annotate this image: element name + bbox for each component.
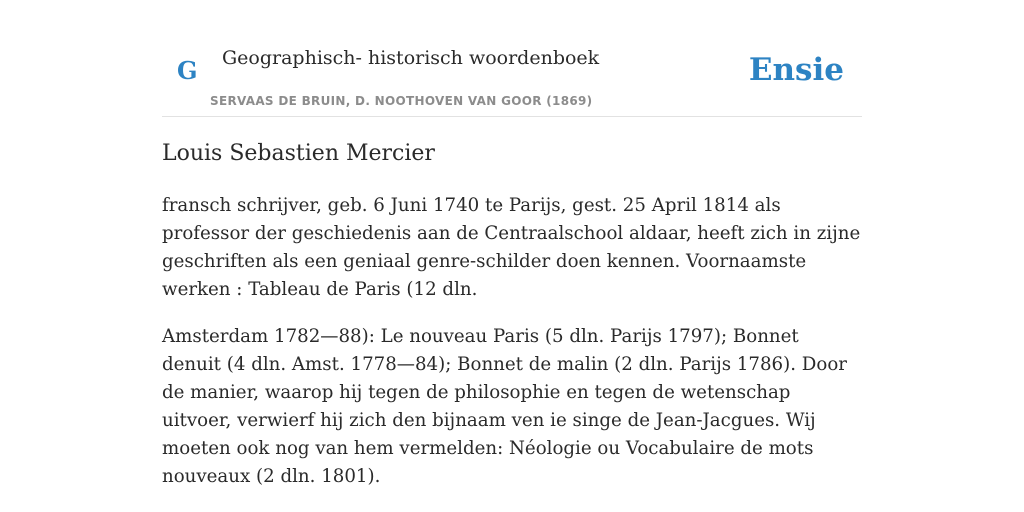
brand-logo[interactable]: Ensie [748, 52, 844, 88]
book-title-link[interactable]: Geographisch- historisch woordenboek [222, 47, 600, 69]
book-logo-icon[interactable]: G [177, 56, 198, 85]
book-author: SERVAAS DE BRUIN, D. NOOTHOVEN VAN GOOR (1869) [210, 94, 593, 108]
entry-paragraph-2: Amsterdam 1782—88): Le nouveau Paris (5 dln. Parijs 1797); Bonnet denuit (4 dln. Amst. 1778—84); Bonnet de malin (2 dln. Parijs 1786). Door de manier, waarop hij tegen de philosophie en tegen de wetenschap uitvoer, verwierf hij zich den bijnaam ven ie singe de Jean-Jacgues. Wij moeten ook nog van hem vermelden: Néologie ou Vocabulaire de mots nouveaux (2 dln. 1801). [162, 326, 847, 487]
entry-paragraph-1: fransch schrijver, geb. 6 Juni 1740 te Parijs, gest. 25 April 1814 als professor der geschiedenis aan de Centraalschool aldaar, heeft zich in zijne geschriften als een geniaal genre-schilder doen kennen. Voornaamste werken : Tableau de Paris (12 dln. [162, 195, 861, 300]
page-header [162, 0, 862, 117]
page-container [162, 0, 862, 487]
entry-title: Louis Sebastien Mercier [162, 141, 435, 166]
